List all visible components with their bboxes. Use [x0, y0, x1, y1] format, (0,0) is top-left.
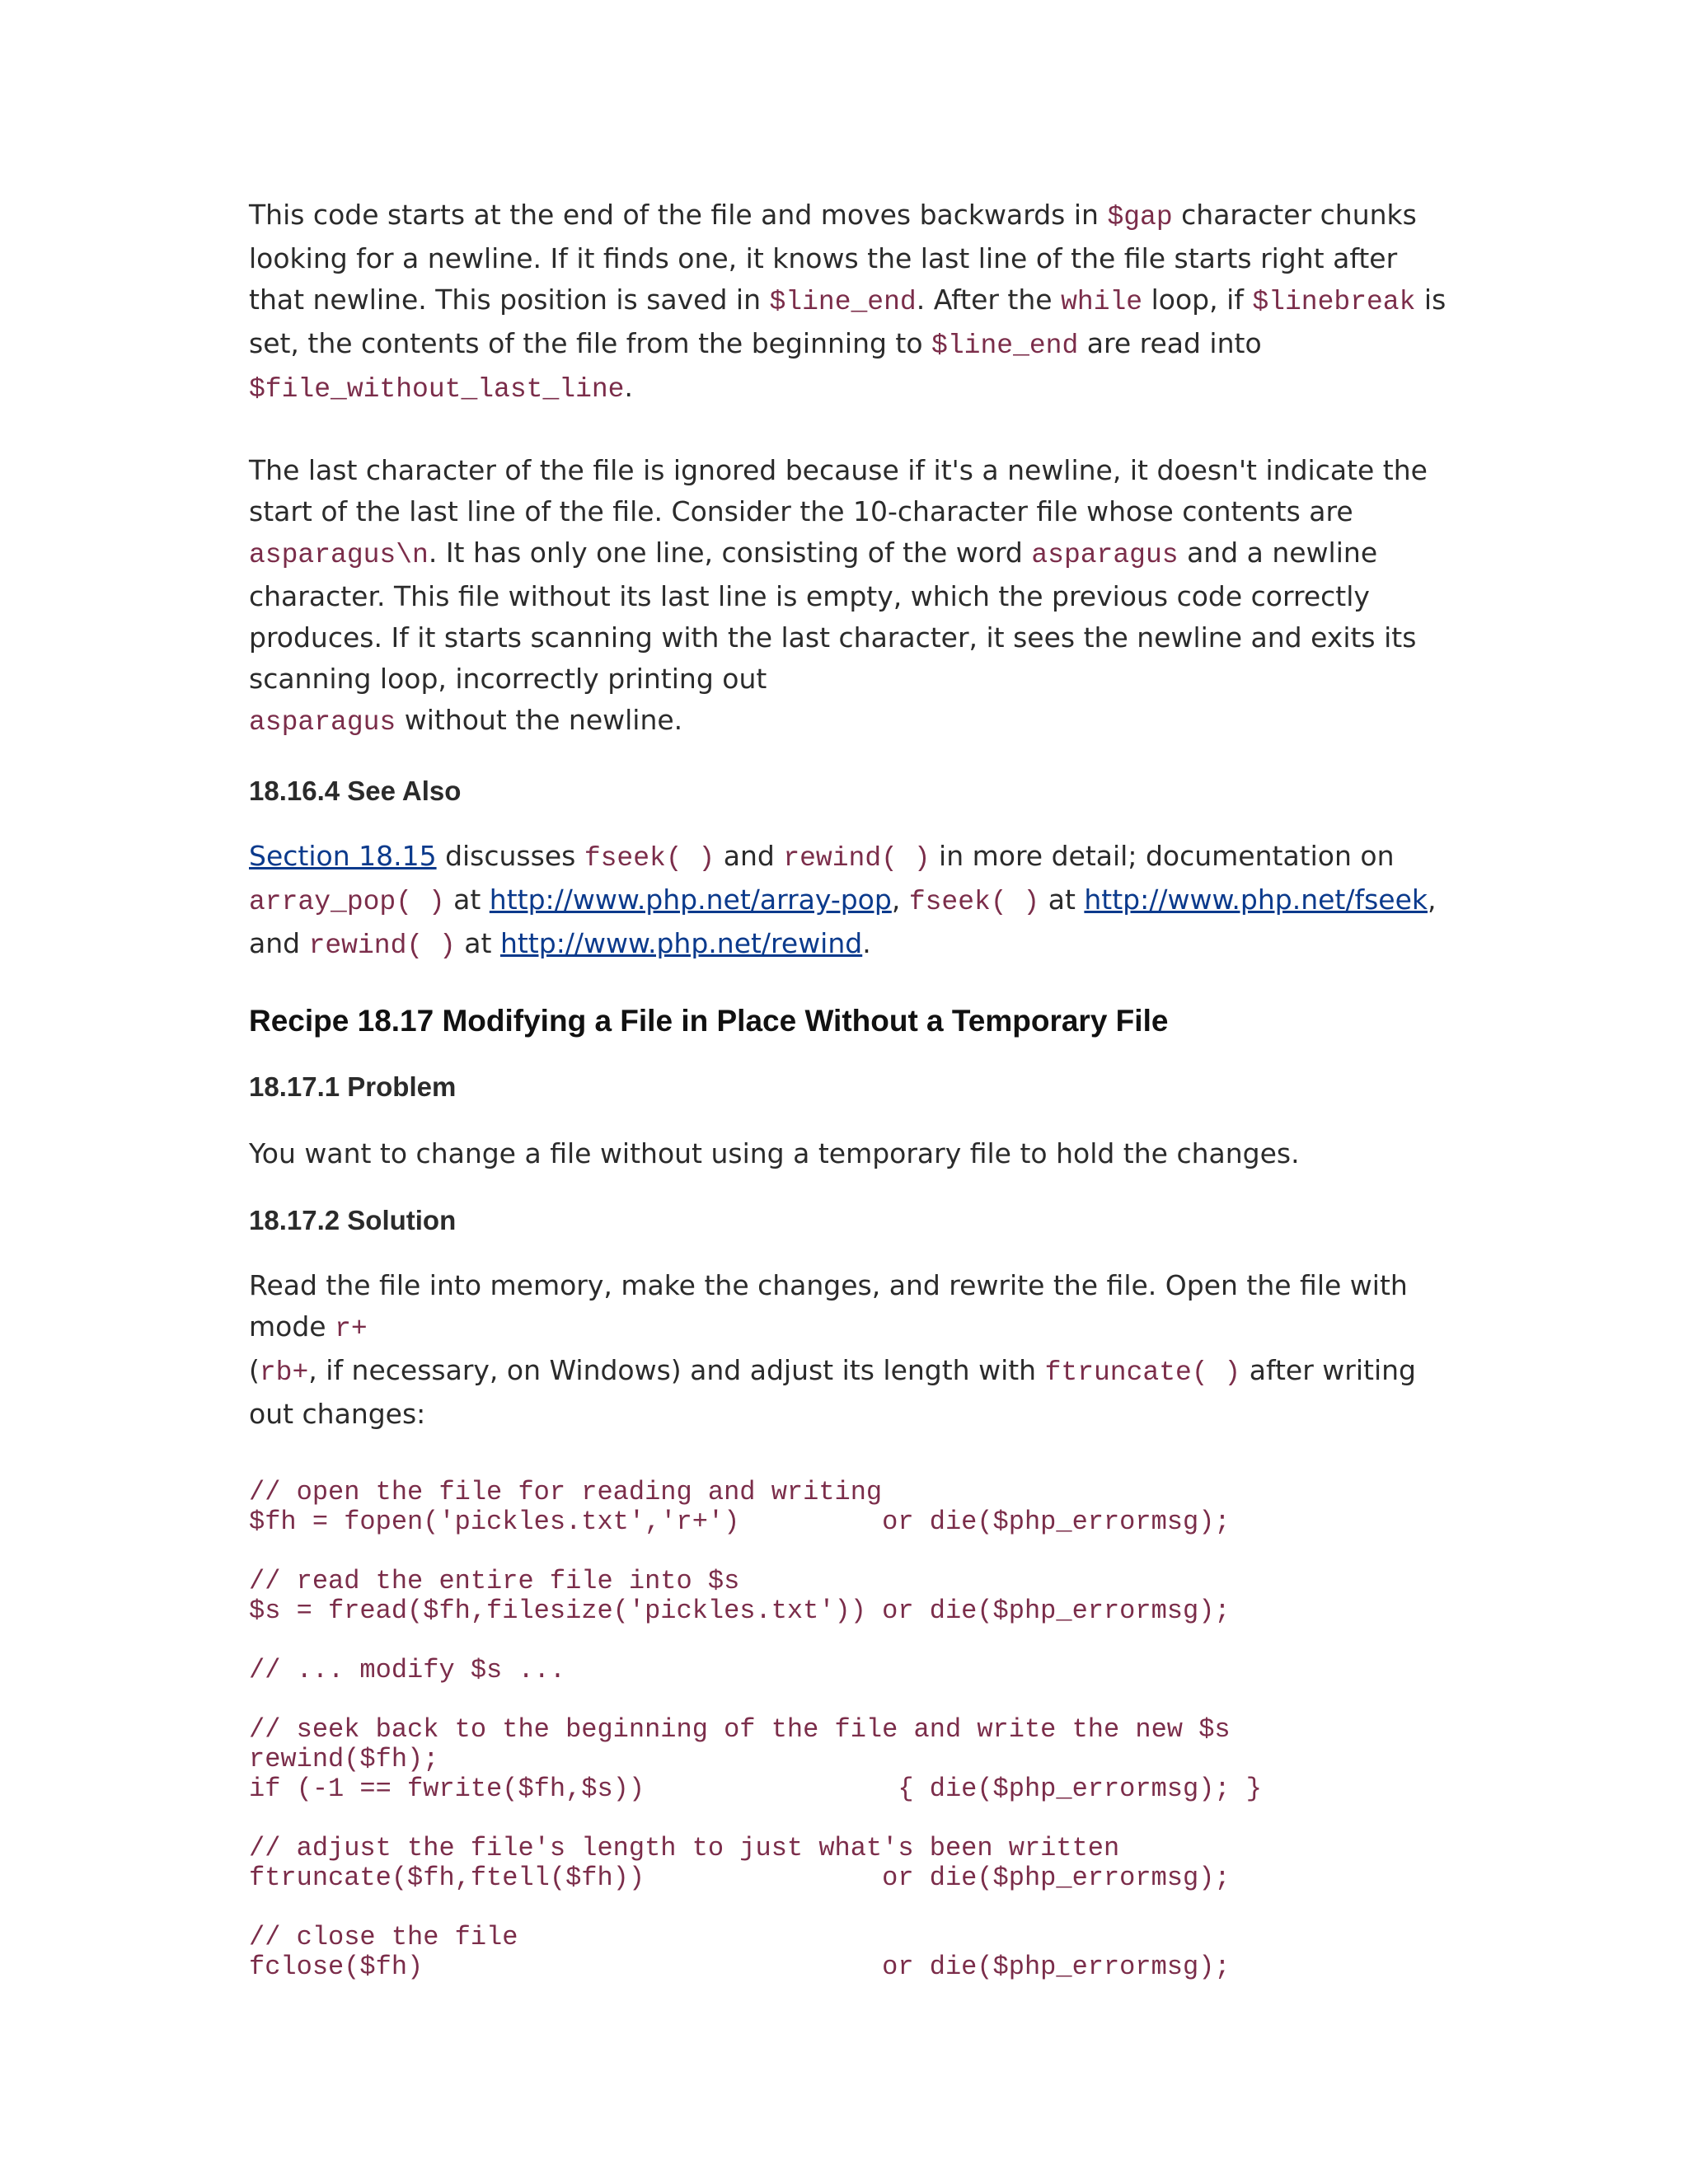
- solution-heading: 18.17.2 Solution: [249, 1205, 457, 1235]
- paragraph-last-line-explanation: [249, 194, 1452, 410]
- see-also-paragraph: [249, 836, 1452, 967]
- inline-code-r-plus: r+: [335, 1314, 368, 1344]
- text: are read into: [1078, 327, 1262, 359]
- text: , if necessary, on Windows) and adjust its length with: [308, 1354, 1045, 1386]
- inline-code-asparagus-newline: asparagus\n: [249, 540, 429, 570]
- inline-code-while: while: [1061, 287, 1143, 317]
- text: The last character of the file is ignored because if it's a newline, it doesn't indicate the start of the last line of the file. Consider the 10-character file whose contents are: [249, 454, 1428, 527]
- section-18-15-link[interactable]: Section 18.15: [249, 840, 437, 872]
- inline-code-linebreak: $linebreak: [1252, 287, 1416, 317]
- problem-heading: 18.17.1 Problem: [249, 1071, 457, 1102]
- text: . After the: [916, 284, 1062, 316]
- inline-code-line-end: $line_end: [769, 287, 917, 317]
- inline-code-line-end-2: $line_end: [931, 330, 1079, 361]
- text: Read the file into memory, make the changes, and rewrite the file. Open the file with mode: [249, 1269, 1408, 1343]
- text: and: [715, 840, 784, 872]
- inline-code-gap: $gap: [1107, 202, 1173, 232]
- rewind-doc-link[interactable]: http://www.php.net/rewind: [499, 927, 863, 959]
- text: . It has only one line, consisting of the word: [428, 537, 1032, 569]
- inline-code-ftruncate: ftruncate( ): [1044, 1357, 1241, 1388]
- text: is set, the contents of the file from the beginning to: [249, 284, 1447, 359]
- fseek-doc-link[interactable]: http://www.php.net/fseek: [1084, 883, 1428, 916]
- text: , and: [249, 883, 1437, 959]
- text: without the newline.: [396, 704, 683, 736]
- see-also-heading: 18.16.4 See Also: [249, 776, 462, 806]
- inline-code-file-without-last-line: $file_without_last_line: [249, 374, 625, 405]
- inline-code-rewind: rewind( ): [783, 843, 931, 874]
- text: after writing out changes:: [249, 1354, 1416, 1430]
- text: at: [1039, 883, 1085, 916]
- text: in more detail; documentation on: [930, 840, 1395, 872]
- inline-code-rewind-2: rewind( ): [308, 930, 456, 961]
- text: This code starts at the end of the file and moves backwards in: [249, 199, 1108, 231]
- recipe-title: Recipe 18.17 Modifying a File in Place Without a Temporary File: [249, 1004, 1169, 1038]
- document-page: [249, 194, 1452, 1982]
- inline-code-array-pop: array_pop( ): [249, 887, 445, 917]
- text: ,: [891, 883, 909, 916]
- array-pop-doc-link[interactable]: http://www.php.net/array-pop: [489, 883, 892, 916]
- text: .: [862, 927, 871, 959]
- text: .: [624, 371, 633, 403]
- text: at: [444, 883, 490, 916]
- inline-code-asparagus: asparagus: [1031, 540, 1179, 570]
- code-block: // open the file for reading and writing $fh = fopen('pickles.txt','r+') or die($php_errormsg); // read the entire file into $s $s = fread($fh,filesize('pickles.txt')) or die($php_errormsg); // ... modify $s ... // seek back to the beginning of the file and write the new $s rewind($fh); if (-1 == fwrite($fh,$s)) { die($php_errormsg); } // adjust the file's length to just what's been written ftruncate($fh,ftell($fh)) or die($php_errormsg); // close the file fclose($fh) or die($php_errormsg);: [249, 1477, 1262, 1982]
- text: and a newline character. This file without its last line is empty, which the previous code correctly produces. If it starts scanning with the last character, it sees the newline and exits its scanning loop, incorrectly printing out: [249, 537, 1417, 695]
- inline-code-rb-plus: rb+: [259, 1357, 309, 1388]
- inline-code-asparagus-2: asparagus: [249, 707, 396, 738]
- solution-text: [249, 1265, 1452, 1435]
- inline-code-fseek-2: fseek( ): [908, 887, 1040, 917]
- inline-code-fseek: fseek( ): [584, 843, 715, 874]
- text: discusses: [436, 840, 584, 872]
- problem-text: You want to change a file without using a temporary file to hold the changes.: [249, 1137, 1300, 1169]
- text: loop, if: [1142, 284, 1253, 316]
- text: at: [455, 927, 500, 959]
- text: (: [249, 1354, 260, 1386]
- paragraph-last-character: [249, 450, 1452, 743]
- text: character chunks looking for a newline. If it finds one, it knows the last line of the file starts right after that newline. This position is saved in: [249, 199, 1417, 316]
